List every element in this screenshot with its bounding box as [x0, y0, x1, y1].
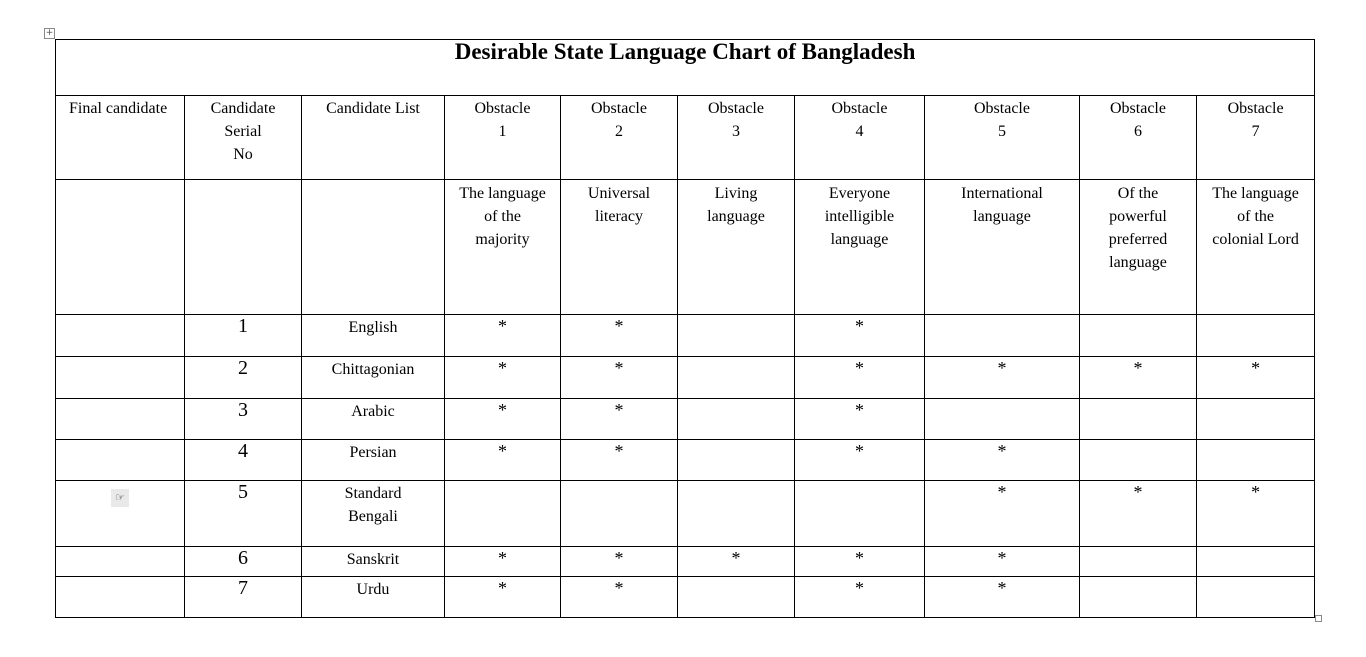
obstacle-mark-cell: *	[925, 481, 1080, 547]
language-chart-table	[55, 39, 1315, 618]
obstacle-mark-cell: *	[1197, 481, 1315, 547]
obstacle-mark-cell: *	[1080, 357, 1197, 399]
obstacle-mark-cell	[561, 481, 678, 547]
obstacle-mark-cell: *	[561, 440, 678, 481]
table-row	[56, 315, 1315, 357]
final-candidate-header: Final candidate	[56, 96, 185, 180]
header-row	[56, 96, 1315, 180]
obstacle-mark-cell: *	[925, 357, 1080, 399]
obstacle-description-5: International language	[925, 180, 1080, 315]
obstacle-mark-cell	[678, 315, 795, 357]
obstacle-mark-cell	[925, 399, 1080, 440]
final-candidate-cell	[56, 577, 185, 618]
final-candidate-cell	[56, 357, 185, 399]
obstacle-mark-cell	[1197, 547, 1315, 577]
candidate-name-cell	[302, 440, 445, 481]
table-row	[56, 481, 1315, 547]
obstacle-mark-cell	[678, 440, 795, 481]
obstacle-mark-cell	[1197, 577, 1315, 618]
obstacle-mark-cell: *	[445, 577, 561, 618]
obstacle-mark-cell	[678, 399, 795, 440]
obstacle-mark-cell: *	[445, 357, 561, 399]
obstacle-mark-cell: *	[1080, 481, 1197, 547]
final-candidate-cell	[56, 547, 185, 577]
table-row	[56, 399, 1315, 440]
empty-cell	[302, 180, 445, 315]
final-candidate-cell	[56, 399, 185, 440]
table-row	[56, 547, 1315, 577]
candidate-name: Arabic	[351, 403, 395, 420]
table-row	[56, 357, 1315, 399]
obstacle-description-2: Universal literacy	[561, 180, 678, 315]
obstacle-header-5: Obstacle 5	[925, 96, 1080, 180]
obstacle-mark-cell	[678, 481, 795, 547]
chart-title: Desirable State Language Chart of Bangladesh	[56, 40, 1315, 96]
obstacle-header-2: Obstacle 2	[561, 96, 678, 180]
candidate-name: Urdu	[356, 581, 390, 598]
obstacle-mark-cell: *	[925, 577, 1080, 618]
table-row	[56, 440, 1315, 481]
serial-number-cell: 3	[185, 399, 302, 440]
obstacle-mark-cell	[678, 357, 795, 399]
obstacle-mark-cell: *	[795, 315, 925, 357]
serial-number-cell: 2	[185, 357, 302, 399]
obstacle-header-6: Obstacle 6	[1080, 96, 1197, 180]
serial-number-cell: 5	[185, 481, 302, 547]
obstacle-mark-cell	[1197, 440, 1315, 481]
obstacle-mark-cell	[1080, 547, 1197, 577]
obstacle-mark-cell: *	[925, 547, 1080, 577]
empty-cell	[56, 180, 185, 315]
obstacle-mark-cell: *	[445, 399, 561, 440]
obstacle-mark-cell: *	[561, 357, 678, 399]
obstacle-mark-cell: *	[445, 547, 561, 577]
empty-cell	[185, 180, 302, 315]
candidate-name-cell	[302, 481, 445, 547]
candidate-name: Sanskrit	[346, 551, 400, 568]
obstacle-mark-cell: *	[561, 399, 678, 440]
obstacle-mark-cell: *	[561, 547, 678, 577]
obstacle-header-4: Obstacle 4	[795, 96, 925, 180]
table-move-handle-icon[interactable]: +	[45, 28, 54, 38]
final-candidate-cell	[56, 315, 185, 357]
obstacle-mark-cell: *	[445, 440, 561, 481]
obstacle-header-7: Obstacle 7	[1197, 96, 1315, 180]
obstacle-mark-cell	[1080, 399, 1197, 440]
obstacle-mark-cell: *	[561, 315, 678, 357]
candidate-name: Standard Bengali	[344, 485, 402, 525]
table-resize-handle-icon[interactable]	[1315, 615, 1322, 622]
obstacle-description-6: Of the powerful preferred language	[1080, 180, 1197, 315]
obstacle-description-4: Everyone intelligible language	[795, 180, 925, 315]
obstacle-description-7: The language of the colonial Lord	[1197, 180, 1315, 315]
obstacle-mark-cell	[445, 481, 561, 547]
obstacle-mark-cell: *	[1197, 357, 1315, 399]
obstacle-mark-cell: *	[795, 440, 925, 481]
candidate-name-cell	[302, 315, 445, 357]
obstacle-mark-cell: *	[795, 357, 925, 399]
obstacle-mark-cell	[1197, 315, 1315, 357]
candidate-name-cell	[302, 547, 445, 577]
table-row	[56, 577, 1315, 618]
serial-number-cell: 7	[185, 577, 302, 618]
obstacle-mark-cell	[1080, 577, 1197, 618]
obstacle-mark-cell: *	[925, 440, 1080, 481]
obstacle-description-3: Living language	[678, 180, 795, 315]
obstacle-mark-cell: *	[795, 547, 925, 577]
obstacle-header-1: Obstacle 1	[445, 96, 561, 180]
obstacle-header-3: Obstacle 3	[678, 96, 795, 180]
pointing-hand-icon: ☞	[111, 489, 129, 507]
obstacle-mark-cell: *	[795, 399, 925, 440]
obstacle-mark-cell	[795, 481, 925, 547]
candidate-name: English	[348, 319, 398, 336]
serial-number-cell: 1	[185, 315, 302, 357]
obstacle-mark-cell	[1197, 399, 1315, 440]
obstacle-mark-cell	[1080, 440, 1197, 481]
obstacle-mark-cell: *	[795, 577, 925, 618]
description-row	[56, 180, 1315, 315]
obstacle-mark-cell	[678, 577, 795, 618]
candidate-list-header: Candidate List	[302, 96, 445, 180]
candidate-name: Chittagonian	[331, 361, 415, 378]
serial-number-cell: 4	[185, 440, 302, 481]
final-candidate-cell	[56, 481, 185, 547]
final-candidate-cell	[56, 440, 185, 481]
candidate-name-cell	[302, 357, 445, 399]
obstacle-mark-cell: *	[445, 315, 561, 357]
obstacle-mark-cell	[1080, 315, 1197, 357]
obstacle-description-1: The language of the majority	[445, 180, 561, 315]
obstacle-mark-cell	[925, 315, 1080, 357]
obstacle-mark-cell: *	[678, 547, 795, 577]
obstacle-mark-cell: *	[561, 577, 678, 618]
candidate-name: Persian	[349, 444, 397, 461]
text-cursor	[1314, 180, 1315, 204]
serial-header: Candidate Serial No	[185, 96, 302, 180]
candidate-name-cell	[302, 399, 445, 440]
candidate-name-cell	[302, 577, 445, 618]
serial-number-cell: 6	[185, 547, 302, 577]
